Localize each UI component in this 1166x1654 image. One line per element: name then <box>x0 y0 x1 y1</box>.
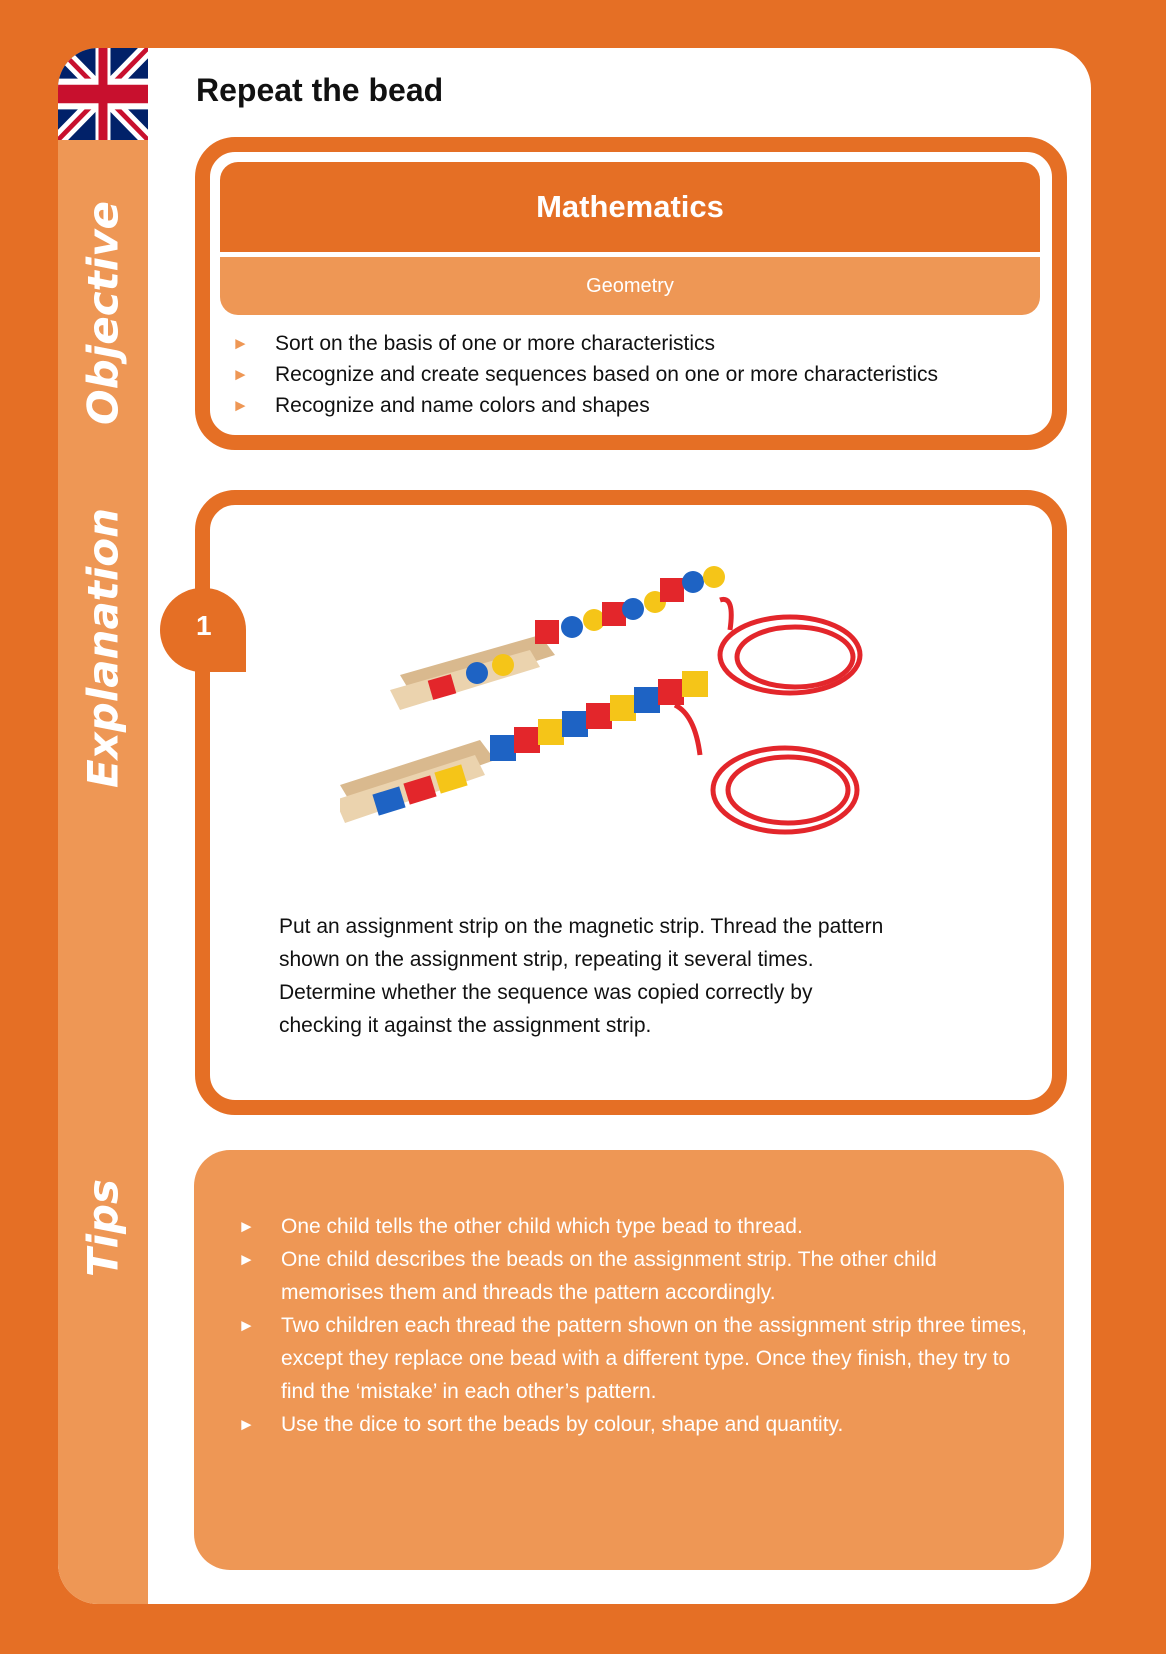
tip-item <box>238 1408 1038 1441</box>
uk-flag-icon <box>58 48 148 140</box>
objective-item-text: Recognize and name colors and shapes <box>275 394 650 417</box>
sidebar <box>58 48 148 1604</box>
bullet-arrow-icon: ► <box>232 334 249 353</box>
bullet-arrow-icon: ► <box>232 396 249 415</box>
explanation-side-label: Explanation <box>78 507 128 789</box>
bead-threading-set-photo <box>340 565 880 875</box>
tip-item-text: One child describes the beads on the assignment strip. The other child memorises them and threads the pattern accordingly. <box>281 1248 937 1304</box>
tips-list <box>238 1210 1038 1441</box>
page-title: Repeat the bead <box>196 72 444 108</box>
step-number: 1 <box>196 610 212 641</box>
bullet-arrow-icon: ► <box>238 1415 255 1434</box>
objective-item <box>232 359 938 390</box>
step-badge <box>160 588 246 672</box>
explanation-text: Put an assignment strip on the magnetic strip. Thread the pattern shown on the assignment strip, repeating it several times. Determine whether the sequence was copied correctly by checking it against the assignment strip. <box>279 915 884 1037</box>
tip-item-text: Use the dice to sort the beads by colour, shape and quantity. <box>281 1413 844 1436</box>
tip-item-text: One child tells the other child which type bead to thread. <box>281 1215 803 1238</box>
objective-item <box>232 328 938 359</box>
topic-header: Geometry <box>220 257 1040 315</box>
objective-item-text: Sort on the basis of one or more characteristics <box>275 332 716 355</box>
bullet-arrow-icon: ► <box>238 1250 255 1269</box>
tip-item <box>238 1243 1038 1309</box>
objective-list <box>232 328 938 421</box>
objective-side-label: Objective <box>78 201 128 425</box>
objective-item-text: Recognize and create sequences based on one or more characteristics <box>275 363 939 386</box>
bullet-arrow-icon: ► <box>238 1217 255 1236</box>
subject-header: Mathematics <box>220 162 1040 252</box>
tips-side-label: Tips <box>78 1178 128 1278</box>
tip-item-text: Two children each thread the pattern shown on the assignment strip three times, except they replace one bead with a different type. Once they finish, they try to find the ‘mistake’ in each other’s pattern. <box>281 1314 1027 1403</box>
tip-item <box>238 1309 1038 1408</box>
tip-item <box>238 1210 1038 1243</box>
bullet-arrow-icon: ► <box>238 1316 255 1335</box>
objective-item <box>232 390 938 421</box>
bullet-arrow-icon: ► <box>232 365 249 384</box>
